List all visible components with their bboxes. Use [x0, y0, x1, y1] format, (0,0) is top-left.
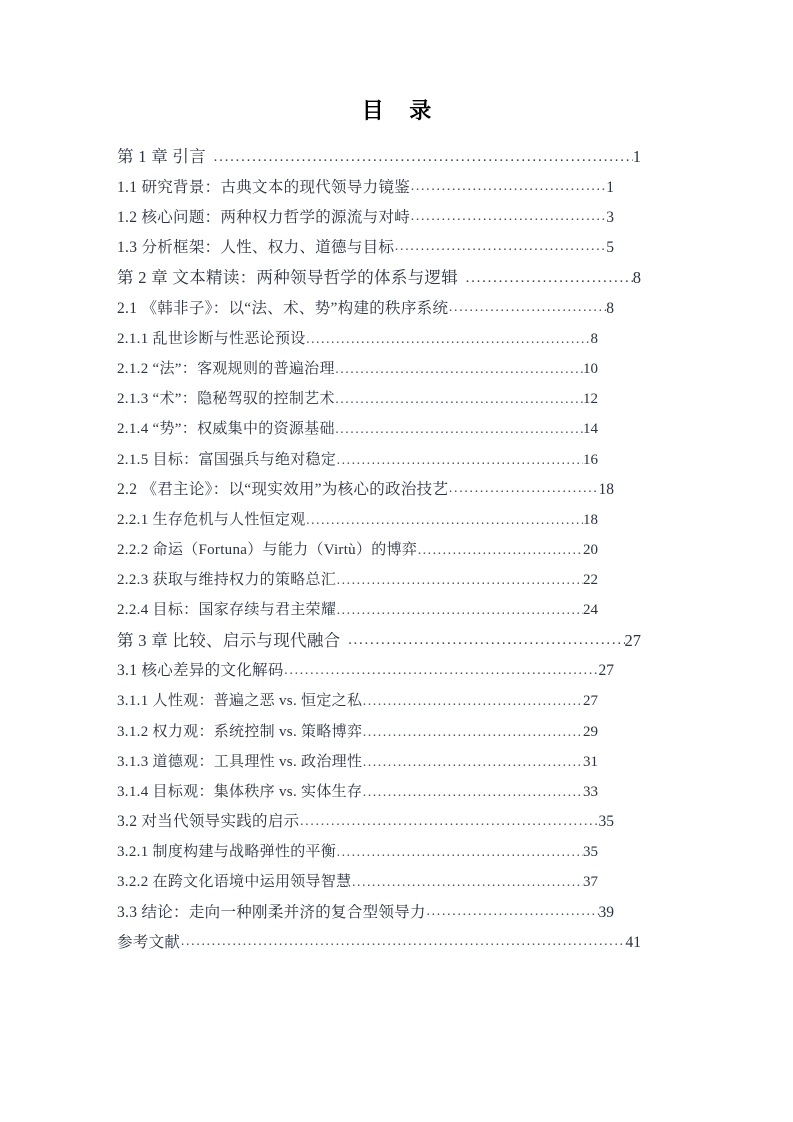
- toc-dot-leader: [335, 418, 583, 433]
- toc-entry-label: 2.2.3 获取与维持权力的策略总汇: [117, 572, 337, 589]
- toc-entry-page-number: 20: [583, 542, 598, 559]
- toc-dot-leader: [335, 388, 583, 403]
- toc-entry-label: 2.2.1 生存危机与人性恒定观: [117, 511, 306, 528]
- toc-entry-page-number: 12: [583, 391, 598, 408]
- toc-entry[interactable]: [117, 777, 677, 807]
- toc-entry-page-number: 3: [606, 208, 614, 226]
- toc-entry-label: 1.3 分析框架：人性、权力、道德与目标: [117, 238, 395, 256]
- toc-entry-label: 2.1.5 目标：富国强兵与绝对稳定: [117, 451, 337, 468]
- toc-dot-leader: [426, 901, 599, 917]
- toc-entry-page-number: 10: [583, 360, 598, 377]
- toc-entry-page-number: 33: [583, 783, 598, 800]
- toc-entry[interactable]: [117, 294, 677, 324]
- toc-dot-leader: [180, 931, 625, 947]
- toc-dot-leader: [351, 871, 583, 886]
- toc-entry[interactable]: [117, 203, 677, 233]
- toc-entry-page-number: 22: [583, 572, 598, 589]
- toc-entry[interactable]: [117, 354, 677, 384]
- toc-entry-page-number: 27: [583, 693, 598, 710]
- toc-entry-label: 2.1 《韩非子》：以“法、术、势”构建的秩序系统: [117, 299, 449, 317]
- toc-dot-leader: [347, 629, 624, 646]
- toc-entry-page-number: 24: [583, 602, 598, 619]
- toc-entry-page-number: 27: [598, 662, 614, 680]
- toc-dot-leader: [306, 509, 583, 524]
- toc-entry[interactable]: [117, 807, 677, 837]
- toc-dot-leader: [335, 358, 583, 373]
- toc-entry[interactable]: [117, 414, 677, 444]
- toc-dot-leader: [336, 569, 583, 584]
- toc-entry-label: 2.2.2 命运（Fortuna）与能力（Virtù）的博弈: [117, 542, 418, 559]
- toc-entry[interactable]: [117, 656, 677, 686]
- toc-entry-label: 第 3 章 比较、启示与现代融合: [117, 630, 341, 650]
- toc-entry[interactable]: [117, 142, 677, 173]
- toc-entry[interactable]: [117, 898, 677, 928]
- toc-entry-label: 3.2.1 制度构建与战略弹性的平衡: [117, 844, 337, 861]
- toc-entry[interactable]: [117, 384, 677, 414]
- toc-entry-page-number: 18: [598, 480, 614, 498]
- toc-dot-leader: [336, 841, 583, 856]
- toc-entry-label: 3.2.2 在跨文化语境中运用领导智慧: [117, 874, 352, 891]
- toc-entry-label: 3.3 结论：走向一种刚柔并济的复合型领导力: [117, 903, 426, 921]
- toc-entry[interactable]: [117, 595, 677, 625]
- toc-dot-leader: [417, 539, 583, 554]
- toc-dot-leader: [362, 751, 583, 766]
- toc-entry-label: 1.2 核心问题：两种权力哲学的源流与对峙: [117, 208, 411, 226]
- toc-dot-leader: [306, 328, 591, 343]
- toc-entry-label: 3.1.1 人性观：普遍之恶 vs. 恒定之私: [117, 693, 363, 710]
- toc-entry[interactable]: [117, 928, 677, 958]
- toc-entry-page-number: 29: [583, 723, 598, 740]
- toc-dot-leader: [394, 236, 606, 252]
- toc-entry[interactable]: [117, 717, 677, 747]
- toc-entry-label: 2.1.4 “势”：权威集中的资源基础: [117, 421, 335, 438]
- toc-entry-label: 3.2 对当代领导实践的启示: [117, 813, 300, 831]
- toc-entry-label: 参考文献: [117, 933, 181, 951]
- toc-entry-page-number: 35: [583, 844, 598, 861]
- toc-entry-page-number: 31: [583, 753, 598, 770]
- toc-dot-leader: [284, 660, 599, 676]
- toc-entry[interactable]: [117, 837, 677, 867]
- toc-entry-page-number: 37: [583, 874, 598, 891]
- toc-entry-page-number: 41: [625, 933, 641, 951]
- toc-dot-leader: [336, 449, 583, 464]
- toc-dot-leader: [362, 690, 583, 705]
- page-title: 目 录: [361, 98, 442, 123]
- toc-entry-page-number: 8: [632, 268, 641, 288]
- toc-entry-label: 2.2.4 目标：国家存续与君主荣耀: [117, 602, 337, 619]
- toc-entry[interactable]: [117, 686, 677, 716]
- toc-entry[interactable]: [117, 324, 677, 354]
- toc-entry-page-number: 8: [606, 299, 614, 317]
- toc-entry-page-number: 14: [583, 421, 598, 438]
- toc-dot-leader: [213, 146, 633, 163]
- toc-dot-leader: [362, 721, 583, 736]
- toc-dot-leader: [410, 176, 606, 192]
- toc-entry-label: 2.1.1 乱世诊断与性恶论预设: [117, 330, 306, 347]
- toc-entry[interactable]: [117, 173, 677, 203]
- toc-dot-leader: [448, 478, 598, 494]
- toc-entry-label: 3.1 核心差异的文化解码: [117, 662, 284, 680]
- toc-entry[interactable]: [117, 233, 677, 263]
- toc-entry-label: 2.1.2 “法”：客观规则的普遍治理: [117, 360, 335, 377]
- toc-entry[interactable]: [117, 505, 677, 535]
- toc-dot-leader: [362, 781, 583, 796]
- toc-dot-leader: [410, 206, 606, 222]
- toc-entry-page-number: 16: [583, 451, 598, 468]
- toc-dot-leader: [465, 267, 633, 284]
- toc-entry[interactable]: [117, 626, 677, 657]
- toc-entry-label: 1.1 研究背景：古典文本的现代领导力镜鉴: [117, 178, 411, 196]
- toc-entry[interactable]: [117, 867, 677, 897]
- toc-entry-label: 第 2 章 文本精读：两种领导哲学的体系与逻辑: [117, 268, 459, 288]
- toc-entry[interactable]: [117, 263, 677, 294]
- toc-entry-label: 2.2 《君主论》：以“现实效用”为核心的政治技艺: [117, 480, 449, 498]
- toc-entry-page-number: 35: [598, 813, 614, 831]
- toc-entry[interactable]: [117, 475, 677, 505]
- toc-entry-label: 3.1.2 权力观：系统控制 vs. 策略博弈: [117, 723, 363, 740]
- toc-entry[interactable]: [117, 747, 677, 777]
- toc-dot-leader: [299, 811, 598, 827]
- toc-dot-leader: [336, 599, 583, 614]
- toc-entry-page-number: 18: [583, 511, 598, 528]
- toc-entry-label: 3.1.3 道德观：工具理性 vs. 政治理性: [117, 753, 363, 770]
- toc-entry-page-number: 1: [632, 147, 641, 166]
- toc-entry-page-number: 1: [606, 178, 614, 196]
- toc-entry[interactable]: [117, 445, 677, 475]
- toc-entry-label: 2.1.3 “术”：隐秘驾驭的控制艺术: [117, 391, 335, 408]
- toc-entry-page-number: 39: [598, 903, 614, 921]
- toc-entry[interactable]: [117, 565, 677, 595]
- table-of-contents: [117, 142, 677, 958]
- toc-entry[interactable]: [117, 535, 677, 565]
- toc-entry-page-number: 27: [624, 630, 641, 650]
- toc-entry-label: 3.1.4 目标观：集体秩序 vs. 实体生存: [117, 783, 363, 800]
- toc-dot-leader: [448, 297, 606, 313]
- toc-entry-label: 第 1 章 引言: [117, 147, 207, 166]
- toc-entry-page-number: 8: [590, 330, 598, 347]
- toc-entry-page-number: 5: [606, 238, 614, 256]
